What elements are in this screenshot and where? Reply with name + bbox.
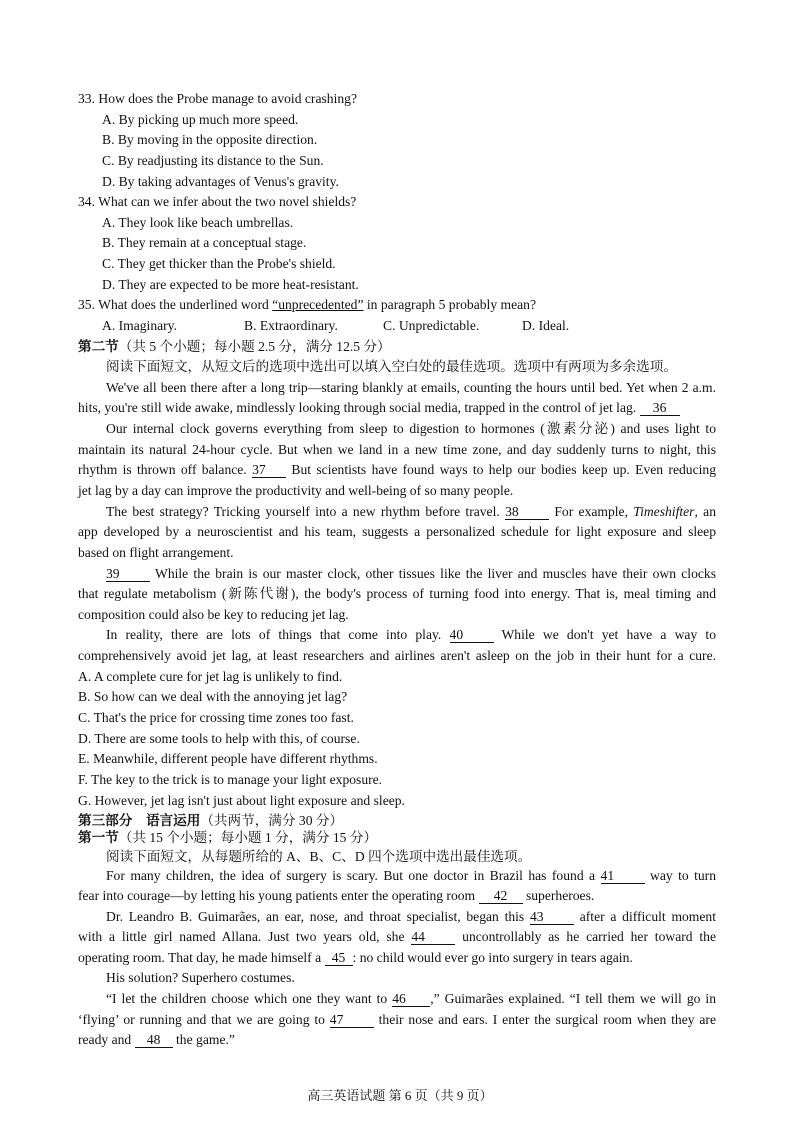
question-33-option-b: B. By moving in the opposite direction. <box>102 132 318 147</box>
part3-title: 第三部分 语言运用 <box>78 813 201 828</box>
blank-42: 42 <box>479 889 523 904</box>
s1-p4-line3-start: ready and <box>78 1032 132 1047</box>
s1-p1-line2-end: superheroes. <box>525 888 595 903</box>
blank-43: 43 <box>530 910 574 925</box>
s2-option-a: A. A complete cure for jet lag is unlikely to find. <box>78 669 343 684</box>
s2-p2-line3 <box>78 462 716 478</box>
s2-p3-line1-mid: For example, <box>554 504 634 519</box>
s2-option-c: C. That's the price for crossing time zones too fast. <box>78 710 354 725</box>
section2-title: 第二节 <box>78 339 119 354</box>
question-34-option-c: C. They get thicker than the Probe's shield. <box>102 256 336 271</box>
page-footer: 高三英语试题 第 6 页（共 9 页） <box>307 1088 493 1103</box>
s2-p2-line3-end: But scientists have found ways to help our bodies keep up. Even reducing <box>291 462 716 477</box>
s2-option-b: B. So how can we deal with the annoying jet lag? <box>78 689 348 704</box>
s2-option-d: D. There are some tools to help with this, of course. <box>78 731 360 746</box>
question-35-option-b: B. Extraordinary. <box>244 318 338 333</box>
question-34-option-a: A. They look like beach umbrellas. <box>102 215 294 230</box>
s1-p4-line2 <box>78 1012 716 1028</box>
s1-p2-line1 <box>106 909 716 925</box>
section1-subtitle: （共 15 个小题；每小题 1 分，满分 15 分） <box>118 830 378 845</box>
s2-p2-line4: jet lag by a day can improve the productivity and well-being of so many people. <box>78 483 514 498</box>
question-33-option-a: A. By picking up much more speed. <box>102 112 299 127</box>
s2-p5-line1-end: While we don't yet have a way to <box>501 627 717 642</box>
blank-48: 48 <box>135 1033 173 1048</box>
s1-p4-line2-start: ‘flying’ or running and that we are going to <box>78 1012 325 1027</box>
question-34-option-d: D. They are expected to be more heat-resistant. <box>102 277 359 292</box>
s2-option-f: F. The key to the trick is to manage your light exposure. <box>78 772 383 787</box>
s1-p2-line3 <box>78 950 633 966</box>
s1-p4-line3 <box>78 1032 235 1048</box>
s2-p4-line1-text: While the brain is our master clock, other tissues like the liver and muscles have their own clocks <box>154 566 716 581</box>
part3-heading <box>78 813 343 829</box>
s2-p2-line1: Our internal clock governs everything from sleep to digestion to hormones (激素分泌) and uses light to <box>106 421 716 436</box>
question-34-stem: 34. What can we infer about the two novel shields? <box>78 194 357 209</box>
s1-p4-line1-end: ,” Guimarães explained. “I tell them we will go in <box>430 991 716 1006</box>
s1-p2-line2-start: with a little girl named Allana. Just two years old, she <box>78 929 405 944</box>
s2-p4-line1 <box>106 566 716 582</box>
blank-45: 45 <box>325 951 353 966</box>
s1-p1-line1-end: way to turn <box>650 868 717 883</box>
s1-p2-line3-start: operating room. That day, he made himself a <box>78 950 322 965</box>
s2-p5-line1-start: In reality, there are lots of things that come into play. <box>106 627 442 642</box>
blank-40: 40 <box>450 628 494 643</box>
s2-p3-line2: app developed by a neuroscientist and his team, suggests a personalized schedule for light exposure and sleep <box>78 524 716 539</box>
s2-p1-line2-text: hits, you're still wide awake, mindlessly looking through social media, trapped in the control of jet lag. <box>78 400 637 415</box>
app-name: Timeshifter <box>633 504 695 519</box>
section2-heading <box>78 339 391 355</box>
question-35-option-c: C. Unpredictable. <box>383 318 480 333</box>
blank-36: 36 <box>640 401 680 416</box>
s2-option-g: G. However, jet lag isn't just about light exposure and sleep. <box>78 793 405 808</box>
blank-47: 47 <box>330 1013 374 1028</box>
question-33-option-c: C. By readjusting its distance to the Sun. <box>102 153 324 168</box>
s2-p5-line2: comprehensively avoid jet lag, at least researchers and airlines aren't asleep on the job in their hunt for a cure. <box>78 648 716 663</box>
s1-p2-line2 <box>78 929 716 945</box>
s2-p2-line2: maintain its natural 24-hour cycle. But when we land in a new time zone, and day suddenly turns to night, this <box>78 442 716 457</box>
s1-p2-line1-end: after a difficult moment <box>579 909 716 924</box>
question-34-option-b: B. They remain at a conceptual stage. <box>102 235 307 250</box>
s1-p4-line1 <box>106 991 716 1007</box>
s2-p3-line1-end: , an <box>694 504 716 519</box>
s1-p4-line1-start: “I let the children choose which one they want to <box>106 991 388 1006</box>
section1-instruction: 阅读下面短文，从每题所给的 A、B、C、D 四个选项中选出最佳选项。 <box>106 849 532 864</box>
s1-p1-line1 <box>106 868 716 884</box>
section2-subtitle: （共 5 个小题；每小题 2.5 分，满分 12.5 分） <box>118 339 391 354</box>
s2-p3-line1 <box>106 504 716 520</box>
s2-p3-line3: based on flight arrangement. <box>78 545 234 560</box>
blank-41: 41 <box>601 869 645 884</box>
section2-instruction: 阅读下面短文，从短文后的选项中选出可以填入空白处的最佳选项。选项中有两项为多余选项。 <box>106 359 677 374</box>
s1-p1-line2 <box>78 888 594 904</box>
blank-46: 46 <box>392 992 430 1007</box>
s1-p4-line2-end: their nose and ears. I enter the surgical room when they are <box>378 1012 716 1027</box>
s1-p1-line2-start: fear into courage—by letting his young patients enter the operating room <box>78 888 476 903</box>
section1-title: 第一节 <box>78 830 119 845</box>
blank-44: 44 <box>411 930 455 945</box>
s2-p4-line2: that regulate metabolism (新陈代谢), the body's process of turning food into energy. That is, meal timing and <box>78 586 716 601</box>
s1-p2-line2-end: uncontrollably as he carried her toward the <box>462 929 716 944</box>
s2-p2-line3-start: rhythm is thrown off balance. <box>78 462 247 477</box>
question-35-option-d: D. Ideal. <box>522 318 570 333</box>
s2-p1-line2 <box>78 400 680 416</box>
s1-p3: His solution? Superhero costumes. <box>106 970 295 985</box>
question-35-stem <box>78 297 536 313</box>
s1-p2-line3-end: : no child would ever go into surgery in tears again. <box>352 950 633 965</box>
s2-option-e: E. Meanwhile, different people have different rhythms. <box>78 751 378 766</box>
blank-39: 39 <box>106 567 150 582</box>
question-35-stem-end: in paragraph 5 probably mean? <box>363 297 536 312</box>
question-35-option-a: A. Imaginary. <box>102 318 177 333</box>
s2-p5-line1 <box>106 627 716 643</box>
underlined-word: “unprecedented” <box>272 297 364 312</box>
s1-p4-line3-end: the game.” <box>176 1032 235 1047</box>
s1-p2-line1-start: Dr. Leandro B. Guimarães, an ear, nose, and throat specialist, began this <box>106 909 525 924</box>
section1-heading <box>78 830 377 846</box>
question-33-option-d: D. By taking advantages of Venus's gravity. <box>102 174 339 189</box>
s2-p3-line1-start: The best strategy? Tricking yourself into a new rhythm before travel. <box>106 504 500 519</box>
blank-37: 37 <box>252 463 286 478</box>
s1-p1-line1-start: For many children, the idea of surgery is scary. But one doctor in Brazil has found a <box>106 868 596 883</box>
part3-subtitle: （共两节，满分 30 分） <box>200 813 344 828</box>
s2-p1-line1: We've all been there after a long trip—staring blankly at emails, counting the hours until bed. Yet when 2 a.m. <box>106 380 716 395</box>
question-33-stem: 33. How does the Probe manage to avoid crashing? <box>78 91 357 106</box>
s2-p4-line3: composition could also be key to reducing jet lag. <box>78 607 349 622</box>
question-35-stem-start: 35. What does the underlined word <box>78 297 273 312</box>
blank-38: 38 <box>505 505 549 520</box>
